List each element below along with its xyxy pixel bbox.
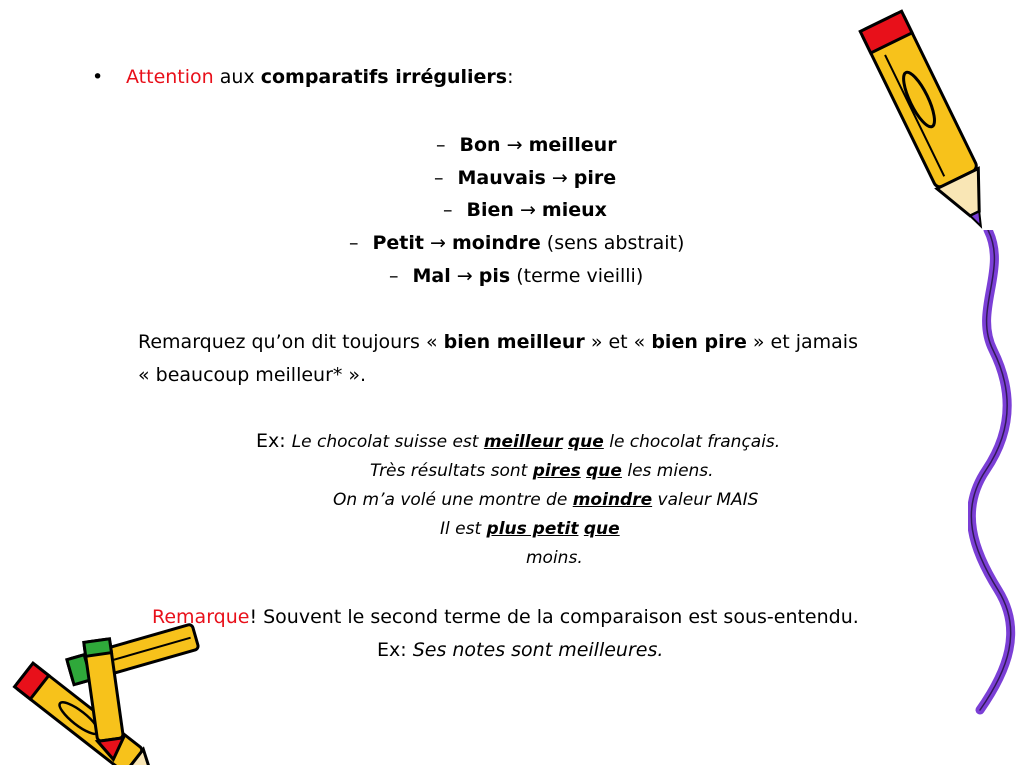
pencil-icon <box>855 2 1005 242</box>
example-key: meilleur <box>483 432 563 452</box>
example-line-3 <box>333 490 758 510</box>
remark-line-2: « beaucoup meilleur* ». <box>138 364 367 386</box>
list-to: moindre <box>452 232 541 254</box>
heading-colon: : <box>507 66 514 88</box>
list-item <box>443 199 607 221</box>
list-dash: – <box>443 199 453 221</box>
crossed-pencils-icon <box>0 620 210 765</box>
remark-text: » et « <box>584 331 652 353</box>
example-label: Ex: <box>256 430 292 452</box>
example-text: Très résultats sont <box>370 461 533 481</box>
aux-word: aux <box>213 66 261 88</box>
list-arrow: → <box>450 265 479 287</box>
list-note: (terme vieilli) <box>510 265 644 287</box>
list-item <box>389 265 643 287</box>
example-line-4 <box>440 519 620 539</box>
list-arrow: → <box>545 167 574 189</box>
example-text: Il est <box>440 519 487 539</box>
example-text: Le chocolat suisse est <box>291 432 484 452</box>
list-from: Bon <box>459 134 501 156</box>
example-text: les miens. <box>621 461 714 481</box>
example-key: que <box>586 461 622 481</box>
remark-text: Remarquez qu’on dit toujours « <box>138 331 444 353</box>
list-arrow: → <box>424 232 452 254</box>
list-item <box>436 134 617 156</box>
example-text: le chocolat français. <box>603 432 781 452</box>
example-key: que <box>583 519 620 539</box>
wavy-line-icon <box>968 230 1024 730</box>
list-item <box>349 232 684 254</box>
list-to: mieux <box>541 199 607 221</box>
list-from: Bien <box>466 199 514 221</box>
example-text: On m’a volé une montre de <box>333 490 573 510</box>
list-dash: – <box>436 134 446 156</box>
remark2-ex-text: Ses notes sont meilleures. <box>412 639 664 661</box>
remark2-ex-label: Ex: <box>377 639 413 661</box>
list-from: Mal <box>412 265 451 287</box>
example-key: que <box>568 432 604 452</box>
list-from: Mauvais <box>457 167 546 189</box>
example-key: moindre <box>572 490 653 510</box>
list-dash: – <box>434 167 444 189</box>
remark2-word: Remarque <box>152 606 250 628</box>
list-to: pire <box>573 167 617 189</box>
remark2-example <box>377 639 663 661</box>
remark-line-1 <box>138 331 858 353</box>
remark2-line <box>152 606 859 628</box>
remark-bold: bien pire <box>651 331 747 353</box>
bullet-dot: • <box>92 66 104 88</box>
list-from: Petit <box>372 232 424 254</box>
remark2-text: ! Souvent le second terme de la comparaison est sous-entendu. <box>249 606 859 628</box>
example-text: valeur MAIS <box>652 490 759 510</box>
remark-bold: bien meilleur <box>443 331 585 353</box>
bullet-text <box>126 66 514 88</box>
list-dash: – <box>389 265 399 287</box>
list-note: (sens abstrait) <box>540 232 685 254</box>
example-key: plus petit <box>486 519 579 539</box>
example-line-5: moins. <box>526 548 583 568</box>
list-item <box>434 167 616 189</box>
list-arrow: → <box>500 134 529 156</box>
remark-text: » et jamais <box>746 331 858 353</box>
list-arrow: → <box>513 199 542 221</box>
attention-word: Attention <box>126 66 214 88</box>
example-line-2 <box>370 461 714 481</box>
list-to: meilleur <box>528 134 617 156</box>
list-to: pis <box>478 265 511 287</box>
list-dash: – <box>349 232 359 254</box>
comparatifs-phrase: comparatifs irréguliers <box>260 66 508 88</box>
example-key: pires <box>532 461 581 481</box>
example-line-1 <box>256 430 780 452</box>
